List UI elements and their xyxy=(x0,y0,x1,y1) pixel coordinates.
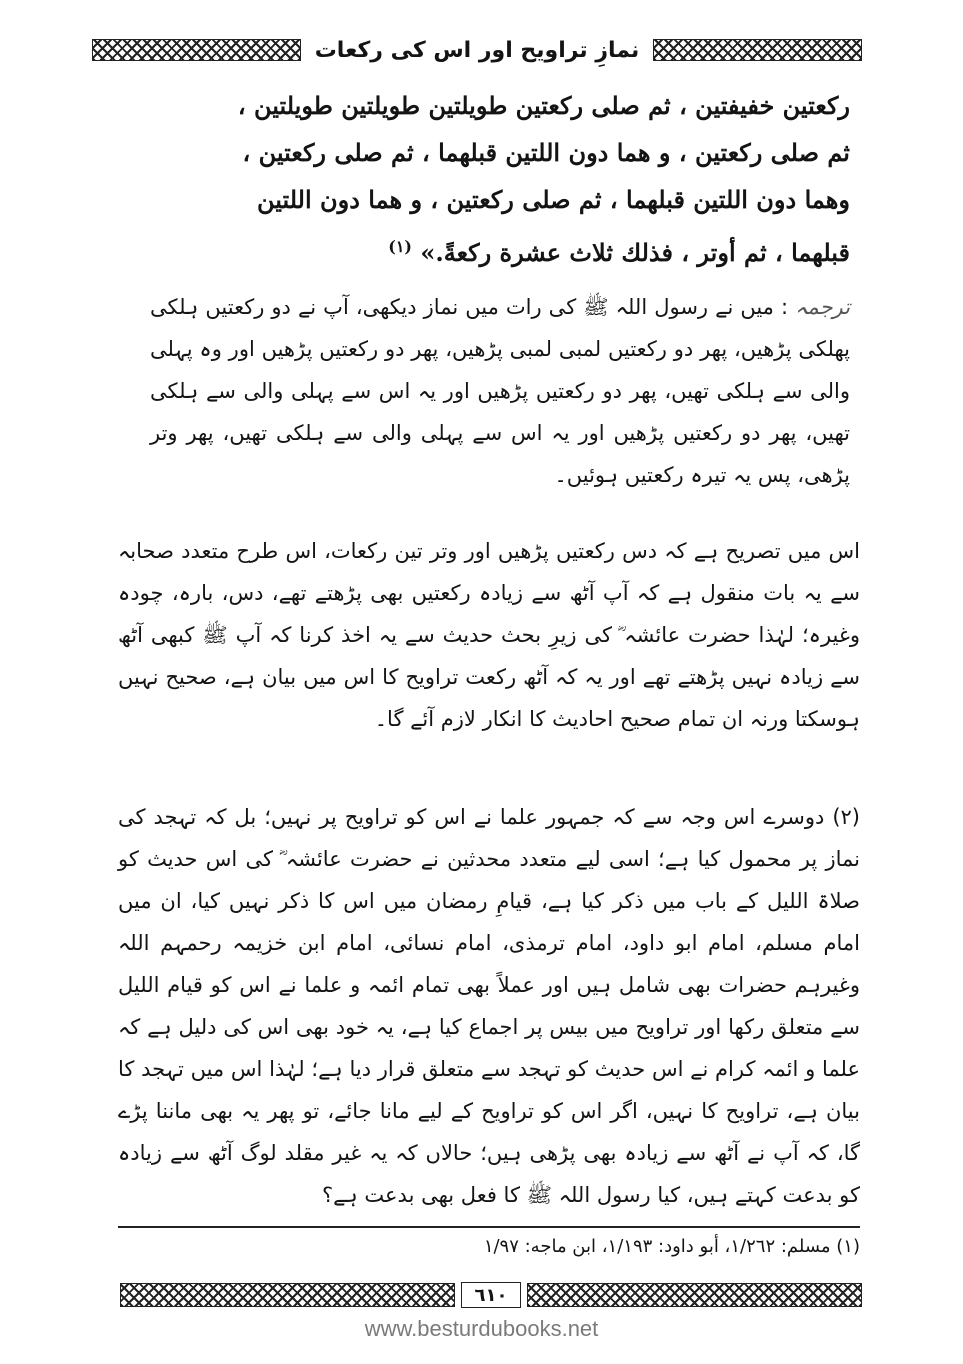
page-number: ٦١٠ xyxy=(461,1282,521,1308)
hadith-line: وهما دون اللتين قبلهما ، ثم صلى ركعتين ، و هما دون اللتين xyxy=(256,185,850,214)
footnote: (١) مسلم: ١/٢٦٢، أبو داود: ١/١٩٣، ابن ماجه: ١/٩٧ xyxy=(483,1236,860,1257)
chapter-title: نمازِ تراویح اور اس کی رکعات xyxy=(314,37,640,63)
translation-tag: ترجمہ xyxy=(795,295,850,319)
hadith-arabic-block xyxy=(120,82,850,276)
footer-border-ornament-left xyxy=(120,1283,455,1307)
paragraph: اس میں تصریح ہے کہ دس رکعتیں پڑھیں اور وتر تین رکعات، اس طرح متعدد صحابہ سے یہ بات منقول ہے کہ آپ آٹھ سے زیادہ رکعتیں بھی پڑھتے تھے، دس، بارہ، چودہ وغیرہ؛ لہٰذا حضرت عائشہ ؓ کی زیرِ بحث حدیث سے یہ اخذ کرنا کہ آپ ﷺ کبھی آٹھ سے زیادہ نہیں پڑھتے تھے اور یہ کہ آٹھ رکعت تراویح کا اس میں بیان ہے، صحیح نہیں ہوسکتا ورنہ ان تمام صحیح احادیث کا انکار لازم آئے گا۔ xyxy=(118,539,860,731)
translation-text: : میں نے رسول اللہ ﷺ کی رات میں نماز دیکھی، آپ نے دو رکعتیں ہلکی پھلکی پڑھیں، پھر دو رکعتیں لمبی لمبی پڑھیں، پھر دو رکعتیں پڑھیں اور وہ پہلی والی سے ہلکی تھیں، پھر دو رکعتیں پڑھیں اور یہ اس سے پہلی والی سے ہلکی تھیں، پھر دو رکعتیں پڑھیں اور یہ اس سے پہلی والی سے ہلکی تھیں، پھر وتر پڑھی، پس یہ تیرہ رکعتیں ہوئیں۔ xyxy=(150,295,850,487)
hadith-line: ركعتين خفيفتين ، ثم صلى ركعتين طويلتين طويلتين طويلتين ، xyxy=(237,91,850,120)
header-border-ornament-left xyxy=(92,39,301,61)
footnote-divider xyxy=(118,1226,860,1228)
page-footer xyxy=(120,1282,862,1308)
paragraph: (۲) دوسرے اس وجہ سے کہ جمہور علما نے اس کو تراویح پر نہیں؛ بل کہ تہجد کی نماز پر محمول کیا ہے؛ اسی لیے متعدد محدثین نے حضرت عائشہ ؓ کی اس حدیث کو صلاۃ اللیل کے باب میں ذکر کیا ہے، قیامِ رمضان میں اس کا ذکر نہیں کیا، ان میں امام مسلم، امام ابو داود، امام ترمذی، امام نسائی، امام ابن خزیمہ رحمہم اللہ وغیرہم حضرات بھی شامل ہیں اور عملاً بھی تمام ائمہ و علما نے اس کو قیام اللیل سے متعلق رکھا اور تراویح میں بیس پر اجماع کیا ہے، یہ خود بھی اس کی دلیل ہے کہ علما و ائمہ کرام نے اس حدیث کو تہجد سے متعلق قرار دیا ہے؛ لہٰذا اس میں تہجد کا بیان ہے، تراویح کا نہیں، اگر اس کو تراویح کے لیے مانا جائے، تو پھر یہ بھی ماننا پڑے گا، کہ آپ نے آٹھ سے زیادہ بھی پڑھی ہیں؛ حالاں کہ یہ غیر مقلد لوگ آٹھ سے زیادہ کو بدعت کہتے ہیں، کیا رسول اللہ ﷺ کا فعل بھی بدعت ہے؟ xyxy=(118,805,860,1207)
hadith-line xyxy=(120,223,850,276)
footnote-marker: (١) xyxy=(388,237,412,256)
body-paragraph-2 xyxy=(118,796,860,1216)
hadith-line: ثم صلى ركعتين ، و هما دون اللتين قبلهما ، ثم صلى ركعتين ، xyxy=(242,138,850,167)
translation-block xyxy=(150,286,850,496)
footer-border-ornament-right xyxy=(527,1283,862,1307)
hadith-line-text: قبلهما ، ثم أوتر ، فذلك ثلاث عشرة ركعةً.» xyxy=(420,238,850,267)
page-header xyxy=(92,30,862,70)
header-border-ornament-right xyxy=(653,39,862,61)
website-watermark: www.besturdubooks.net xyxy=(364,1316,599,1341)
body-paragraph-1 xyxy=(118,530,860,740)
